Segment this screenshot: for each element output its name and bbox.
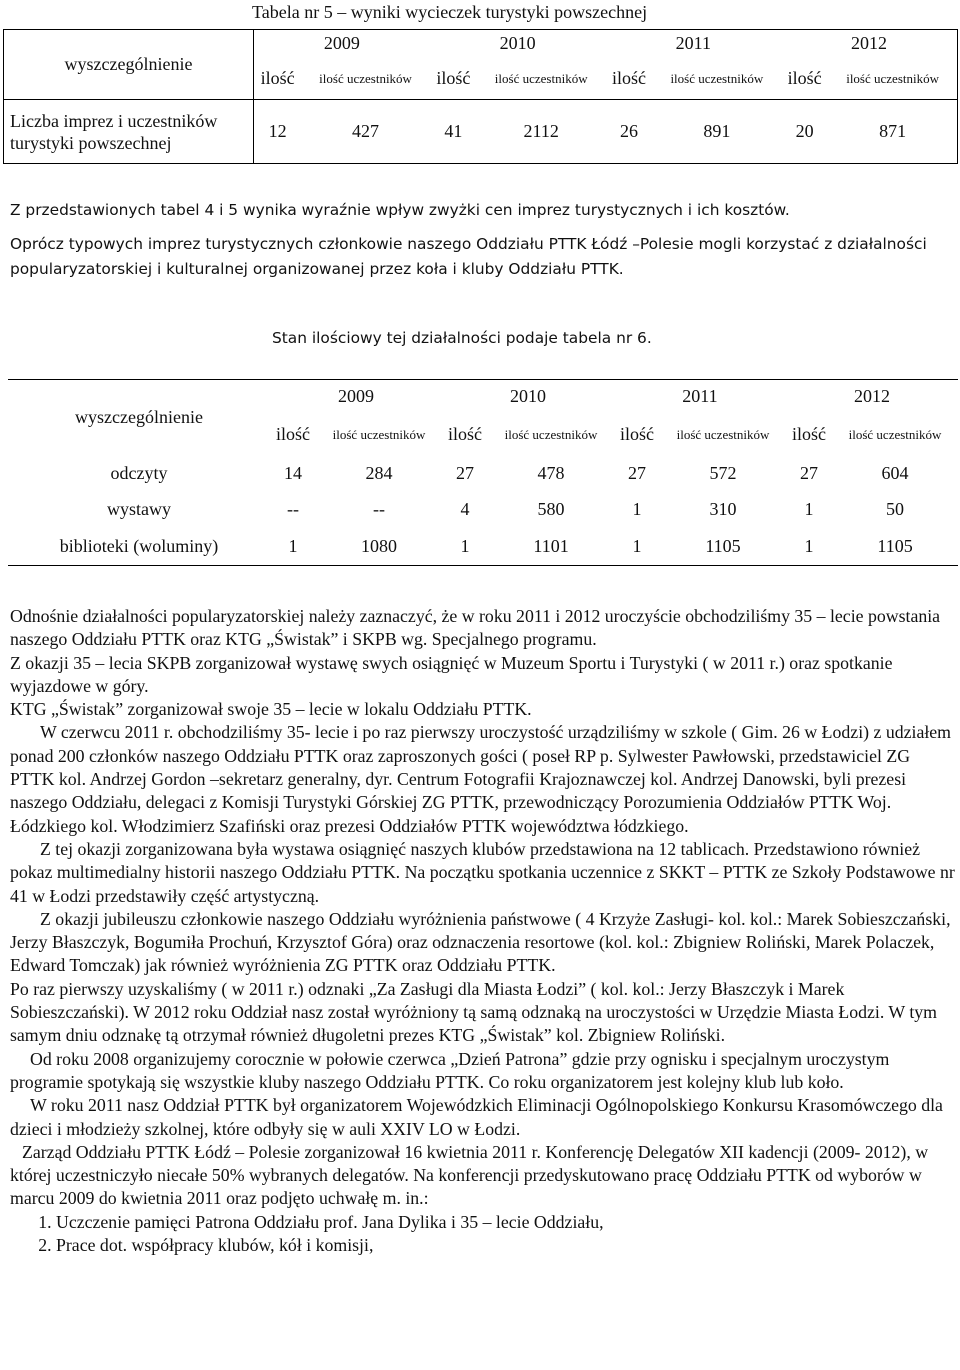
table5-subheader: ilość (430, 58, 477, 100)
table6-year: 2009 (270, 380, 442, 414)
table6-subheader: ilość (792, 424, 826, 444)
body-paragraph: W czerwcu 2011 r. obchodziliśmy 35- lecie i po raz pierwszy uroczystość urządziliśmy w szkole ( Gim. 26 w Łodzi) z udziałem ponad 200 członków naszego Oddziału PTTK oraz zaproszonych gości ( poseł RP p. Sylwester Pawłowski, przedstawiciel ZG PTTK kol. Andrzej Gordon –sekretarz generalny, dyr. Centrum Fotografii Krajoznawczej kol. Andrzej Danowski, byli prezesi naszego Oddziału, delegaci z Komisji Turystyki Górskiej ZG PTTK, przewodniczący Porozumienia Oddziałów PTTK Woj. Łódzkiego kol. Włodzimierz Szafiński oraz prezesi Oddziałów PTTK województwa łódzkiego. (10, 722, 952, 836)
table6-year: 2012 (786, 380, 958, 414)
table6-cell: 27 (800, 463, 818, 483)
table5-subheader: ilość uczestników (301, 58, 430, 100)
table6-cell: 478 (537, 463, 565, 483)
table6-subheader: ilość (276, 424, 311, 444)
table6-cell: 1080 (316, 528, 442, 566)
table5-year: 2011 (605, 30, 781, 58)
table5-subheader: ilość uczestników (653, 58, 782, 100)
table6-subheader: ilość uczestników (332, 427, 426, 442)
table5-cell: 41 (430, 100, 477, 164)
paragraph-3: Stan ilościowy tej działalności podaje tabela nr 6. (272, 329, 652, 347)
table6-cell: 27 (628, 463, 647, 483)
table6-subheader: ilość uczestników (504, 427, 598, 442)
table5-cell: 2112 (477, 100, 606, 164)
body-paragraph: Po raz pierwszy uzyskaliśmy ( w 2011 r.) odznaki „Za Zasługi dla Miasta Łodzi” ( kol. kol.: Jerzy Błaszczyk i Marek Sobieszczański). W 2012 roku Oddział nasz został wyróżniony tą samą odznaką na uroczystości w Urzędzie Miasta Łodzi. W tym samym dniu odznakę tą otrzymał również długoletni prezes KTG „Świstak” kol. Zbigniew Roliński. (10, 978, 937, 1046)
table6-cell: 604 (881, 463, 909, 483)
table5-subheader: ilość uczestników (828, 58, 957, 100)
table6-cell: 1 (614, 528, 660, 566)
table6-cell: 310 (709, 499, 737, 519)
body-paragraph: Zarząd Oddziału PTTK Łódź – Polesie zorganizował 16 kwietnia 2011 r. Konferencję Delegatów XII kadencji (2009- 2012), w której uczestniczyło niecałe 50% wybranych delegatów. Na konferencji przedyskutowano pracę Oddziału PTTK od wyborów w marcu 2009 do kwietnia 2011 oraz podjęto uchwałę m. in.: (10, 1141, 929, 1209)
body-text (10, 605, 955, 1257)
table5-cell: 871 (828, 100, 957, 164)
table6-cell: 572 (709, 463, 737, 483)
table-row (8, 528, 958, 566)
table5-subheader: ilość (254, 58, 302, 100)
table6-year: 2011 (614, 380, 786, 414)
table6-row-label: biblioteki (woluminy) (8, 528, 270, 566)
table6-cell: 1105 (660, 528, 786, 566)
table6-cell: 1 (270, 528, 316, 566)
table5-cell: 20 (781, 100, 828, 164)
table6-cell: 1 (786, 528, 832, 566)
table5-row-label: Liczba imprez i uczestników turystyki powszechnej (4, 100, 254, 164)
table6-cell: 14 (284, 463, 303, 483)
paragraph-2: Oprócz typowych imprez turystycznych członkowie naszego Oddziału PTTK Łódź –Polesie mogli korzystać z działalności popularyzatorskiej i kulturalnej organizowanej przez koła i kluby Oddziału PTTK. (10, 235, 927, 278)
table6-cell: -- (373, 499, 386, 519)
table6-year: 2010 (442, 380, 614, 414)
paragraph-1: Z przedstawionych tabel 4 i 5 wynika wyraźnie wpływ zwyżki cen imprez turystycznych i ich kosztów. (10, 201, 790, 219)
table6-subheader: ilość uczestników (676, 427, 770, 442)
table6-cell: 1 (632, 499, 642, 519)
table5-cell: 12 (254, 100, 302, 164)
table6-cell: 580 (537, 499, 565, 519)
table5-cell: 891 (653, 100, 782, 164)
table6-cell: 4 (460, 499, 470, 519)
table5-cell: 26 (605, 100, 652, 164)
table6-subheader: ilość uczestników (848, 427, 942, 442)
table5-subheader: ilość (605, 58, 652, 100)
list-item: 2. Prace dot. współpracy klubów, kół i komisji, (56, 1234, 955, 1257)
body-paragraph: Z tej okazji zorganizowana była wystawa osiągnięć naszych klubów przedstawiona na 12 tablicach. Przedstawiono również pokaz multimedialny historii naszego Oddziału PTTK. Na początku spotkania uczennice z SKKT – PTTK ze Szkoły Podstawowe nr 41 w Łodzi przedstawiły część artystyczną. (10, 838, 955, 906)
table6-corner: wyszczególnienie (8, 380, 270, 456)
resolution-list (10, 1211, 955, 1258)
body-line: Z okazji 35 – lecia SKPB zorganizował wystawę swych osiągnięć w Muzeum Sportu i Turystyki ( w 2011 r.) oraz spotkanie wyjazdowe w góry. (10, 652, 893, 696)
table6-cell: 1 (804, 499, 814, 519)
table6-subheader: ilość (448, 424, 483, 444)
table5-corner: wyszczególnienie (4, 30, 254, 100)
table6 (8, 379, 958, 566)
table6-cell: 50 (886, 499, 905, 519)
table6-cell: 1105 (832, 528, 958, 566)
table6-row-label: wystawy (107, 499, 171, 519)
body-paragraph: Od roku 2008 organizujemy corocznie w połowie czerwca „Dzień Patrona” gdzie przy ognisku i specjalnym uroczystym programie spotykają się wszystkie kluby naszego Oddziału PTTK. Co roku organizatorem jest kolejny klub lub koło. (10, 1048, 890, 1092)
body-paragraph: W roku 2011 nasz Oddział PTTK był organizatorem Wojewódzkich Eliminacji Ogólnopolskiego Konkursu Krasomówczego dla dzieci i młodzieży szkolnej, które odbyły się w auli XXIV LO w Łodzi. (10, 1095, 943, 1139)
table5-cell: 427 (301, 100, 430, 164)
table-row (8, 492, 958, 528)
table5-caption: Tabela nr 5 – wyniki wycieczek turystyki powszechnej (252, 2, 648, 22)
table5-subheader: ilość (781, 58, 828, 100)
body-line: KTG „Świstak” zorganizował swoje 35 – lecie w lokalu Oddziału PTTK. (10, 699, 532, 720)
table5-subheader: ilość uczestników (477, 58, 606, 100)
table5 (3, 29, 958, 164)
table5-year: 2009 (254, 30, 430, 58)
table6-cell: -- (287, 499, 300, 519)
body-line: Odnośnie działalności popularyzatorskiej należy zaznaczyć, że w roku 2011 i 2012 uroczyście obchodziliśmy 35 – lecie powstania naszego Oddziału PTTK oraz KTG „Świstak” i SKPB wg. Specjalnego programu. (10, 606, 941, 650)
table6-cell: 27 (456, 463, 475, 483)
body-paragraph: Z okazji jubileuszu członkowie naszego Oddziału wyróżnienia państwowe ( 4 Krzyże Zasługi- kol. kol.: Marek Sobieszczański, Jerzy Błaszczyk, Bogumiła Prochuń, Krzysztof Góra) oraz odznaczenia resortowe (kol. kol.: Zbigniew Roliński, Marek Polaczek, Edward Tomczak) jak również wyróżnienia ZG PTTK oraz Oddziału PTTK. (10, 908, 951, 976)
table6-cell: 284 (365, 463, 393, 483)
table5-year: 2012 (781, 30, 957, 58)
table-row (8, 456, 958, 492)
table5-year: 2010 (430, 30, 606, 58)
list-item: 1. Uczczenie pamięci Patrona Oddziału prof. Jana Dylika i 35 – lecie Oddziału, (56, 1211, 955, 1234)
table6-cell: 1101 (488, 528, 614, 566)
table6-subheader: ilość (620, 424, 655, 444)
table6-row-label: odczyty (110, 463, 168, 483)
table6-cell: 1 (442, 528, 488, 566)
